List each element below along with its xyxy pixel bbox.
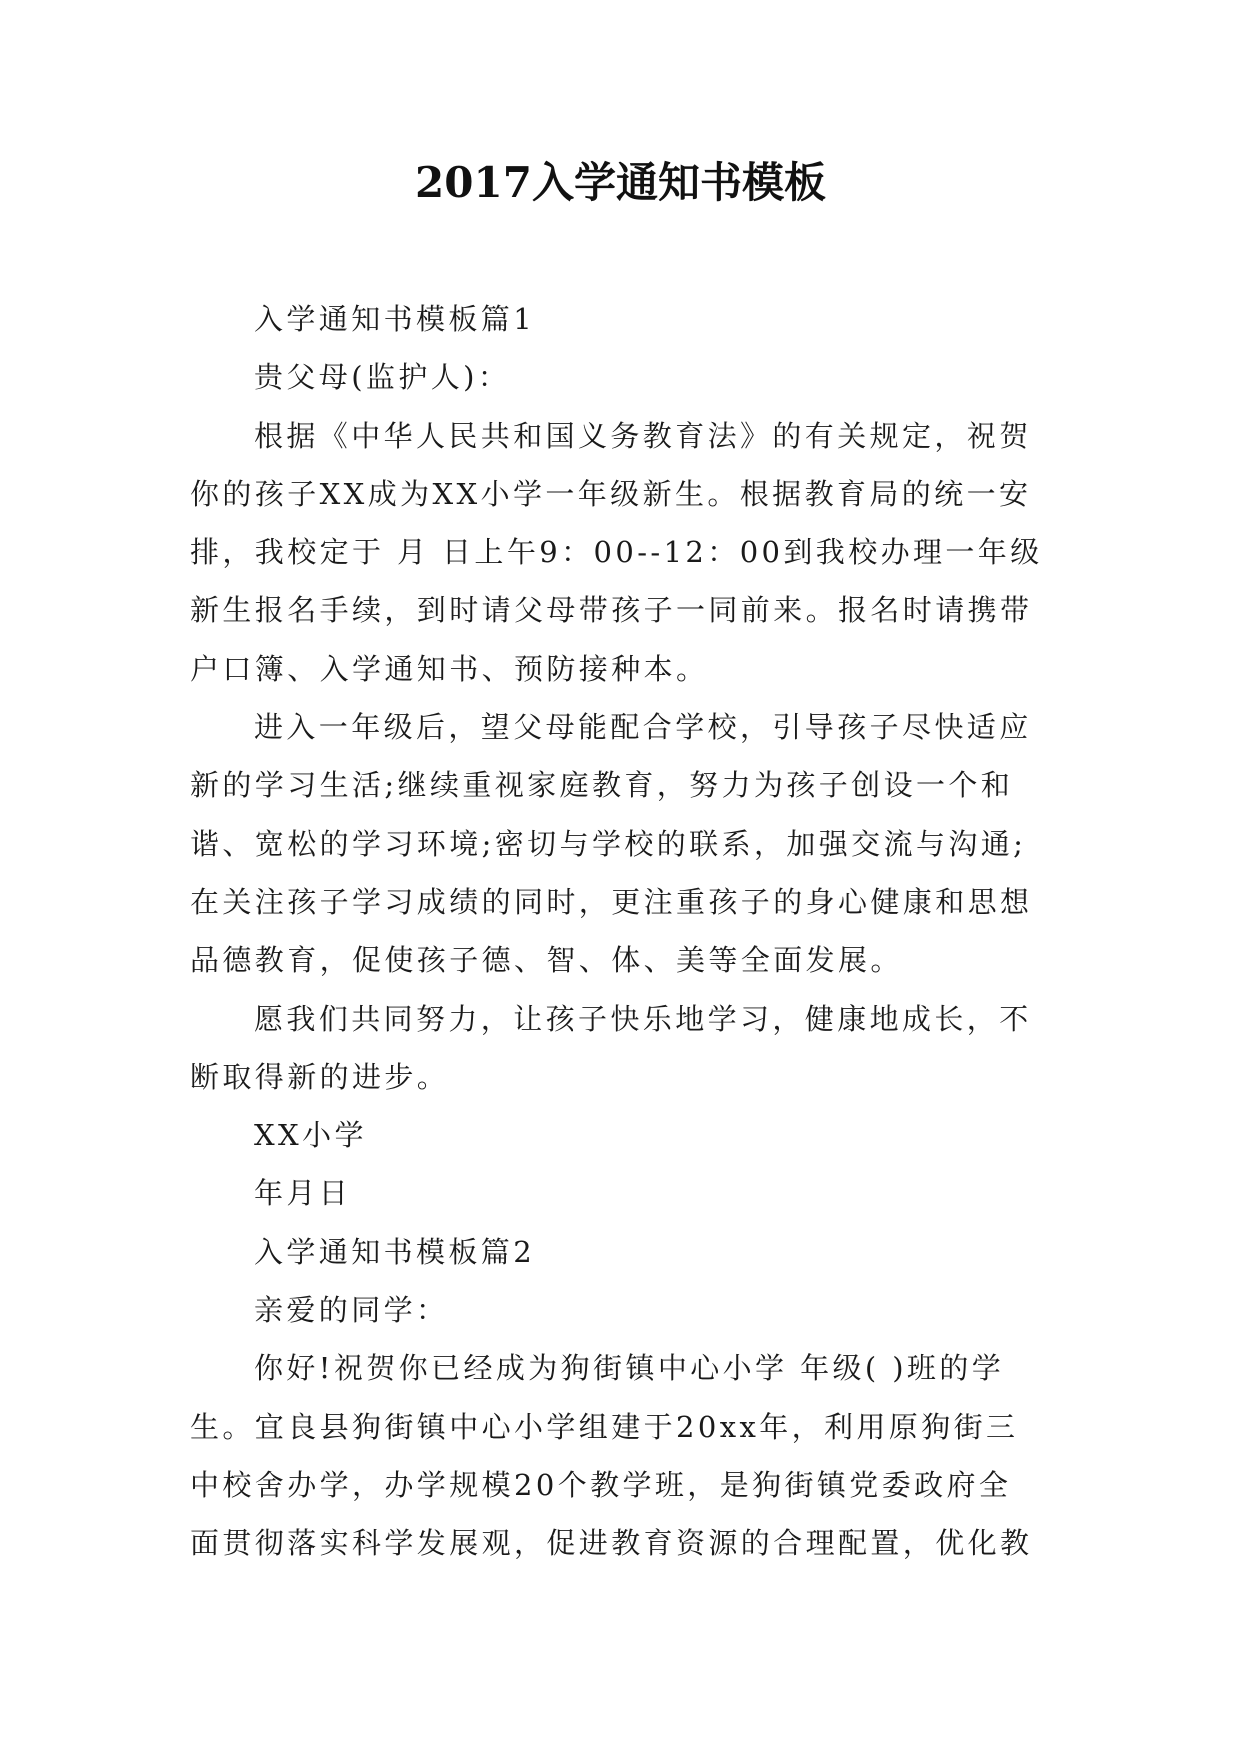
signature-school xyxy=(190,1106,1050,1164)
text-line: 新生报名手续，到时请父母带孩子一同前来。报名时请携带 xyxy=(190,593,1033,628)
text-line: 你好!祝贺你已经成为狗街镇中心小学 年级( )班的学 xyxy=(254,1351,1005,1386)
text-line: 贵父母(监护人)： xyxy=(254,360,511,395)
text-line: 在关注孩子学习成绩的同时，更注重孩子的身心健康和思想 xyxy=(190,884,1033,919)
heading-part-1 xyxy=(190,290,1050,348)
text-line: 入学通知书模板篇1 xyxy=(254,302,536,336)
text-line: 入学通知书模板篇2 xyxy=(254,1234,536,1269)
heading-part-2 xyxy=(190,1223,1050,1281)
text-line: XX小学 xyxy=(254,1118,367,1153)
text-line: 品德教育，促使孩子德、智、体、美等全面发展。 xyxy=(190,943,903,978)
text-line: 户口簿、入学通知书、预防接种本。 xyxy=(190,651,709,686)
salutation-2 xyxy=(190,1281,1050,1339)
text-line: 生。宜良县狗街镇中心小学组建于20xx年，利用原狗街三 xyxy=(190,1409,1019,1444)
paragraph-4 xyxy=(190,1339,1050,1572)
paragraph-2 xyxy=(190,698,1050,989)
text-line: 面贯彻落实科学发展观，促进教育资源的合理配置，优化教 xyxy=(190,1526,1033,1561)
text-line: 亲爱的同学： xyxy=(254,1293,449,1328)
salutation-1 xyxy=(190,348,1050,406)
paragraph-3 xyxy=(190,990,1050,1107)
document-title: 2017入学通知书模板 xyxy=(415,158,826,207)
text-line: 中校舍办学，办学规模20个教学班，是狗街镇党委政府全 xyxy=(190,1467,1012,1502)
text-line: 断取得新的进步。 xyxy=(190,1059,450,1094)
paragraph-1 xyxy=(190,407,1050,698)
text-line: 进入一年级后，望父母能配合学校，引导孩子尽快适应 xyxy=(254,710,1032,745)
text-line: 新的学习生活;继续重视家庭教育，努力为孩子创设一个和 xyxy=(190,768,1014,803)
document-body xyxy=(190,290,1050,1573)
signature-date xyxy=(190,1164,1050,1222)
text-line: 年月日 xyxy=(254,1176,352,1211)
text-line: 根据《中华人民共和国义务教育法》的有关规定，祝贺 xyxy=(254,418,1032,453)
text-line: 排，我校定于 月 日上午9：00--12：00到我校办理一年级 xyxy=(190,535,1043,570)
text-line: 谐、宽松的学习环境;密切与学校的联系，加强交流与沟通; xyxy=(190,826,1027,861)
text-line: 你的孩子XX成为XX小学一年级新生。根据教育局的统一安 xyxy=(190,476,1032,511)
text-line: 愿我们共同努力，让孩子快乐地学习，健康地成长，不 xyxy=(254,1001,1032,1036)
